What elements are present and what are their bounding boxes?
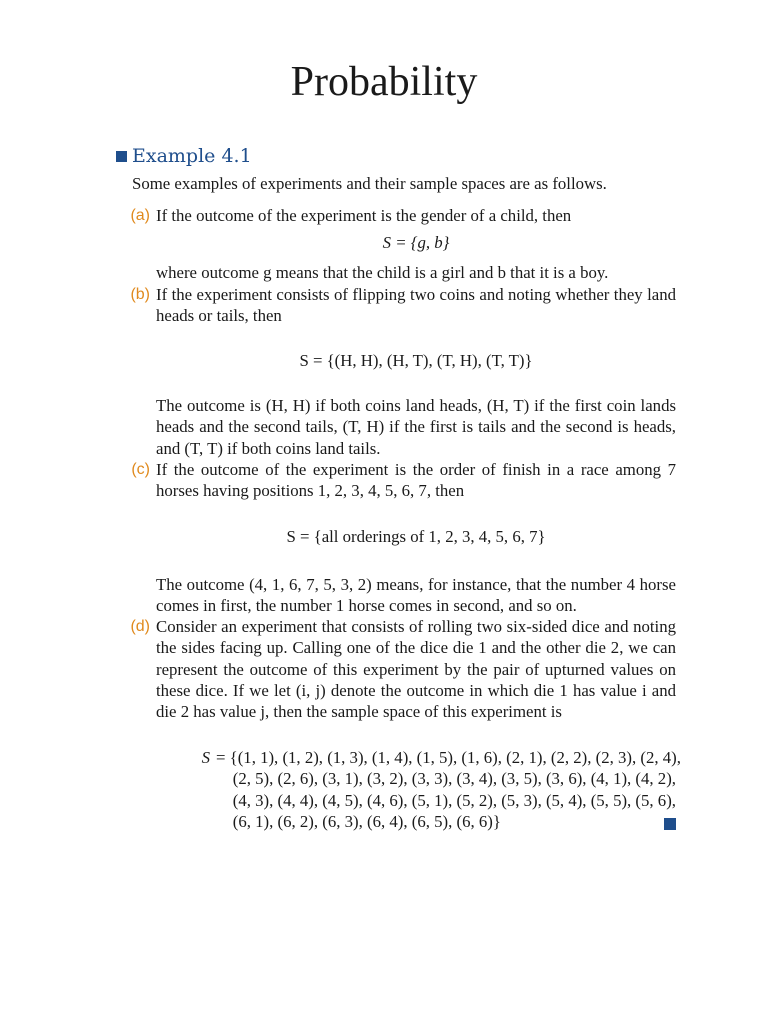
item-text-b: If the experiment consists of flipping two coins and noting whether they land heads or tails, then — [156, 285, 676, 326]
equation-d-line — [170, 790, 690, 811]
equation-d-lhs: S — [201, 748, 210, 767]
end-of-example-icon — [664, 818, 676, 830]
item-label-a: (a) — [130, 207, 150, 224]
item-text-d: Consider an experiment that consists of rolling two six-sided dice and noting the sides facing up. Calling one of the dice die 1 and the other die 2, we can represent the outcome of this experiment by the pair of upturned values on these dice. If we let (i, j) denote the outcome in which die 1 has value i and die 2 has value j, then the sample space of this experiment is — [156, 617, 676, 722]
equation-c: S = {all orderings of 1, 2, 3, 4, 5, 6, 7} — [286, 527, 546, 546]
equation-d-line-1: = {(1, 1), (1, 2), (1, 3), (1, 4), (1, 5), (1, 6), (2, 1), (2, 2), (2, 3), (2, 4), — [216, 748, 681, 767]
equation-d — [170, 747, 690, 832]
page-title: Probability — [290, 59, 478, 105]
item-label-c: (c) — [131, 461, 150, 478]
item-label-b: (b) — [130, 286, 150, 303]
equation-d-line-3: (4, 3), (4, 4), (4, 5), (4, 6), (5, 1), (5, 2), (5, 3), (5, 4), (5, 5), (5, 6), — [216, 790, 676, 810]
item-after-b: The outcome is (H, H) if both coins land heads, (H, T) if the first coin lands heads and the second tails, (T, H) if the first is tails and the second is heads, and (T, T) if both coins land tails. — [156, 396, 676, 458]
equation-d-line-4: (6, 1), (6, 2), (6, 3), (6, 4), (6, 5), (6, 6)} — [216, 811, 501, 831]
equation-d-line-2: (2, 5), (2, 6), (3, 1), (3, 2), (3, 3), (3, 4), (3, 5), (3, 6), (4, 1), (4, 2), — [216, 769, 676, 789]
equation-d-line — [170, 747, 690, 768]
equation-d-line — [170, 768, 690, 789]
item-after-c: The outcome (4, 1, 6, 7, 5, 3, 2) means, for instance, that the number 4 horse comes in first, the number 1 horse comes in second, and so on. — [156, 575, 676, 616]
item-after-a: where outcome g means that the child is a girl and b that it is a boy. — [156, 263, 609, 282]
example-heading-label: Example 4.1 — [132, 145, 252, 167]
example-heading — [116, 143, 252, 169]
item-label-d: (d) — [130, 618, 150, 635]
equation-a: S = {g, b} — [382, 233, 450, 252]
equation-d-line — [170, 811, 690, 832]
equation-b: S = {(H, H), (H, T), (T, H), (T, T)} — [299, 351, 533, 370]
item-text-c: If the outcome of the experiment is the order of finish in a race among 7 horses having positions 1, 2, 3, 4, 5, 6, 7, then — [156, 460, 676, 501]
example-intro: Some examples of experiments and their sample spaces are as follows. — [132, 174, 607, 193]
item-text-a: If the outcome of the experiment is the gender of a child, then — [156, 206, 572, 225]
square-bullet-icon — [116, 151, 127, 162]
